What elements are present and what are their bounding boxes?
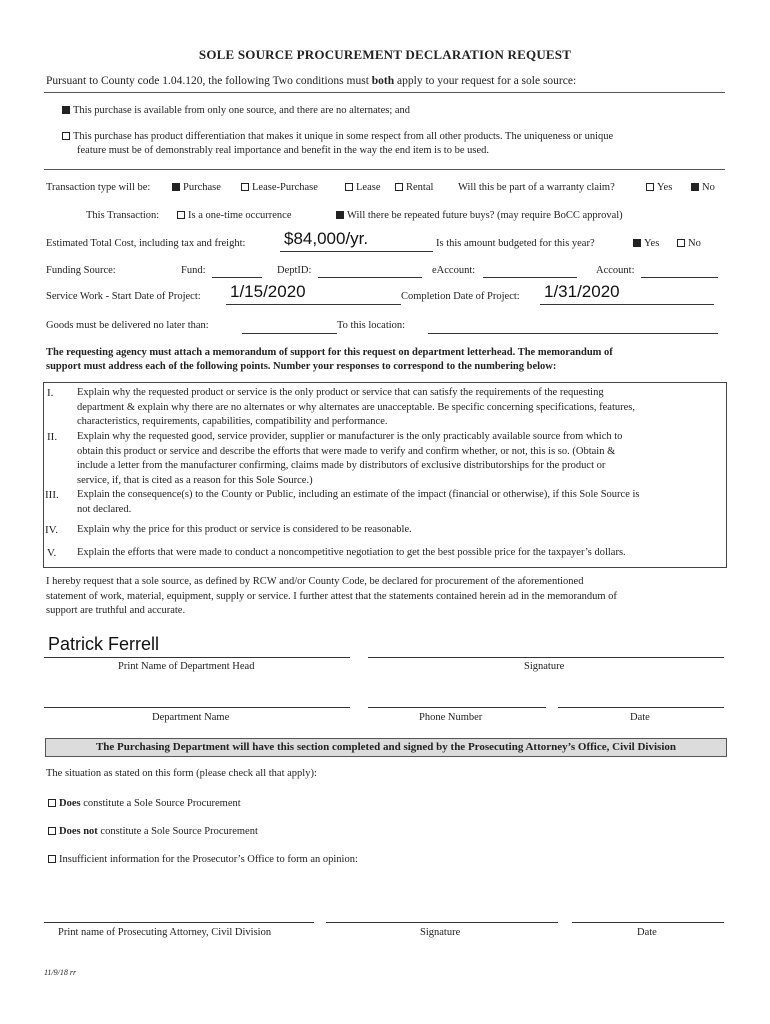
print-name-label: Print Name of Department Head [118, 661, 255, 672]
option-lease-purchase[interactable]: Lease-Purchase [241, 182, 318, 193]
point-4: Explain why the price for this product or service is considered to be reasonable. [77, 524, 412, 535]
condition-2: This purchase has product differentiation that makes it unique in some respect from all other products. The uniqueness or unique [62, 131, 613, 142]
fund-field[interactable] [212, 277, 262, 278]
one-time-checkbox[interactable] [177, 211, 185, 219]
budget-yes[interactable]: Yes [633, 238, 659, 249]
rental-checkbox[interactable] [395, 183, 403, 191]
form-title: SOLE SOURCE PROCUREMENT DECLARATION REQUEST [198, 47, 572, 62]
situation-text: The situation as stated on this form (please check all that apply): [46, 768, 317, 779]
dept-head-signature-field[interactable] [368, 657, 724, 658]
location-label: To this location: [337, 320, 406, 331]
date-field[interactable] [558, 707, 724, 708]
completion-date-label: Completion Date of Project: [401, 291, 520, 302]
account-field[interactable] [641, 277, 718, 278]
finding-does-not[interactable]: Does not constitute a Sole Source Procurement [48, 826, 258, 837]
option-lease[interactable]: Lease [345, 182, 380, 193]
account-label: Account: [596, 265, 635, 276]
deptid-field[interactable] [318, 277, 422, 278]
revision-note: 11/9/18 rr [44, 968, 77, 977]
intro-text: Pursuant to County code 1.04.120, the following Two conditions must both apply to your request for a sole source: [46, 75, 577, 87]
date-label: Date [630, 712, 650, 723]
eaccount-field[interactable] [483, 277, 577, 278]
cost-value[interactable]: $84,000/yr. [284, 229, 369, 248]
pa-date-field[interactable] [572, 922, 724, 923]
funding-label: Funding Source: [46, 265, 116, 276]
goods-deadline-field[interactable] [242, 333, 337, 334]
does-not-checkbox[interactable] [48, 827, 56, 835]
start-date-value[interactable]: 1/15/2020 [230, 282, 306, 301]
repeated-checkbox[interactable] [336, 211, 344, 219]
print-pa-label: Print name of Prosecuting Attorney, Civil Division [58, 927, 272, 938]
one-time-option[interactable]: Is a one-time occurrence [177, 210, 291, 221]
finding-insufficient[interactable]: Insufficient information for the Prosecutor’s Office to form an opinion: [48, 854, 358, 865]
memo-heading-2: support must address each of the following points. Number your responses to correspond to the numbering below: [46, 361, 557, 372]
dept-name-label: Department Name [152, 712, 230, 723]
warranty-yes[interactable]: Yes [646, 182, 672, 193]
goods-deadline-label: Goods must be delivered no later than: [46, 320, 209, 331]
lease-purchase-checkbox[interactable] [241, 183, 249, 191]
attestation: I hereby request that a sole source, as defined by RCW and/or County Code, be declared for procurement of the aforementioned statement of work, material, equipment, supply or service. I further attest that the statements contained herein ad in the memorandum of support are truthful and accurate. [46, 576, 617, 616]
budget-question: Is this amount budgeted for this year? [436, 238, 595, 249]
dept-head-name[interactable]: Patrick Ferrell [48, 634, 160, 654]
deptid-label: DeptID: [277, 265, 312, 276]
memo-heading: The requesting agency must attach a memorandum of support for this request on department letterhead. The memorandum of [46, 347, 613, 358]
warranty-no[interactable]: No [691, 182, 715, 193]
repeated-option[interactable]: Will there be repeated future buys? (may require BoCC approval) [336, 210, 623, 221]
point-1: Explain why the requested product or service is the only product or service that can satisfy the requirements of the requesting department & explain why there are no alternates or why alternates are unacceptable. Be specific concerning specifications, features, characteristics, requirements, capabilities, compatibility and performance. [77, 387, 635, 427]
start-date-label: Service Work - Start Date of Project: [46, 291, 201, 302]
fund-label: Fund: [181, 265, 206, 276]
option-purchase[interactable]: Purchase [172, 182, 221, 193]
condition-2-cont: feature must be of demonstrably real importance and benefit in the way the end item is to be used. [77, 145, 489, 156]
budget-no[interactable]: No [677, 238, 701, 249]
warranty-yes-checkbox[interactable] [646, 183, 654, 191]
cost-label: Estimated Total Cost, including tax and freight: [46, 238, 246, 249]
signature-label: Signature [524, 661, 565, 672]
warranty-no-checkbox[interactable] [691, 183, 699, 191]
lease-checkbox[interactable] [345, 183, 353, 191]
location-field[interactable] [428, 333, 718, 334]
does-checkbox[interactable] [48, 799, 56, 807]
transaction-label: Transaction type will be: [46, 182, 151, 193]
pa-signature-label: Signature [420, 927, 461, 938]
pa-name-field[interactable] [44, 922, 314, 923]
purchase-checkbox[interactable] [172, 183, 180, 191]
point-3: Explain the consequence(s) to the County or Public, including an estimate of the impact (financial or otherwise), if this Sole Source is not declared. [77, 489, 640, 515]
phone-field[interactable] [368, 707, 546, 708]
eaccount-label: eAccount: [432, 265, 476, 276]
purchasing-banner: The Purchasing Department will have this section completed and signed by the Prosecuting Attorney’s Office, Civil Division [45, 738, 727, 757]
finding-does[interactable]: Does constitute a Sole Source Procurement [48, 798, 241, 809]
pa-signature-field[interactable] [326, 922, 558, 923]
insufficient-checkbox[interactable] [48, 855, 56, 863]
phone-label: Phone Number [419, 712, 483, 723]
warranty-question: Will this be part of a warranty claim? [458, 182, 615, 193]
condition-1-checkbox[interactable] [62, 106, 70, 114]
condition-2-checkbox[interactable] [62, 132, 70, 140]
option-rental[interactable]: Rental [395, 182, 433, 193]
completion-date-value[interactable]: 1/31/2020 [544, 282, 620, 301]
this-transaction-label: This Transaction: [86, 210, 160, 221]
dept-name-field[interactable] [44, 707, 350, 708]
pa-date-label: Date [637, 927, 657, 938]
point-5: Explain the efforts that were made to conduct a noncompetitive negotiation to get the best possible price for the taxpayer’s dollars. [77, 547, 626, 558]
budget-yes-checkbox[interactable] [633, 239, 641, 247]
condition-1: This purchase is available from only one source, and there are no alternates; and [62, 105, 410, 116]
point-2: Explain why the requested good, service provider, supplier or manufacturer is the only practicably available source from which to obtain this product or service and describe the efforts that were made to verify and confirm whether, or not, this is so. (Obtain & include a letter from the manufacturer confirming, claims made by distributors of exclusive distributorships for the product or service, if, that is cited as a reason for this Sole Source.) [77, 431, 623, 486]
budget-no-checkbox[interactable] [677, 239, 685, 247]
